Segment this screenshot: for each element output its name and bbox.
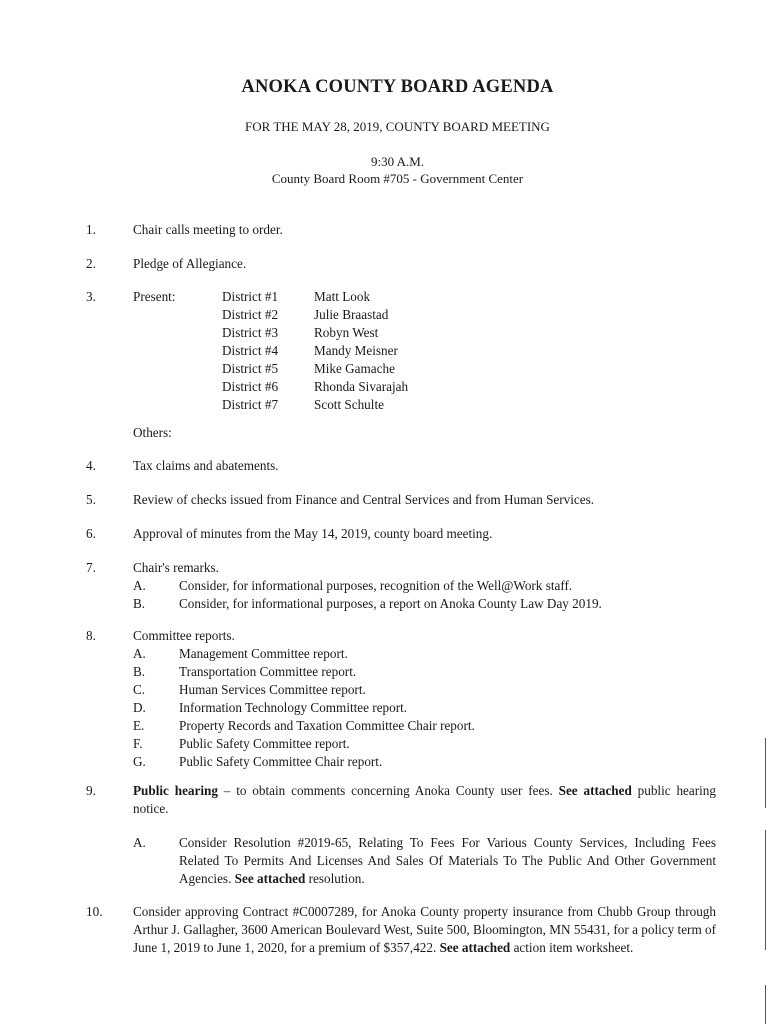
- public-hearing-tail: public hearing notice.: [133, 783, 716, 816]
- agenda-item-2: [86, 255, 716, 273]
- item-number: 6.: [86, 526, 96, 541]
- present-label: Present:: [133, 289, 176, 304]
- agenda-item-1: [86, 221, 716, 239]
- district-label: District #4: [222, 343, 279, 358]
- sub-item-text: Human Services Committee report.: [179, 682, 366, 697]
- scan-edge-mark: [765, 830, 766, 950]
- page-title: ANOKA COUNTY BOARD AGENDA: [241, 77, 554, 97]
- item-number: 3.: [86, 289, 96, 304]
- scan-edge-mark: [765, 985, 766, 1024]
- sub-item-letter: A.: [133, 835, 146, 850]
- see-attached-label: See attached: [234, 871, 306, 886]
- sub-item: [133, 834, 716, 888]
- sub-item-tail: resolution.: [305, 871, 365, 886]
- public-hearing-text: – to obtain comments concerning Anoka County user fees.: [217, 783, 559, 798]
- item-text: Tax claims and abatements.: [133, 458, 279, 473]
- item-text: [133, 782, 716, 818]
- item-text: Committee reports.: [133, 628, 235, 643]
- sub-item-letter: D.: [133, 700, 146, 715]
- sub-item-letter: B.: [133, 596, 146, 611]
- sub-item-text: Consider, for informational purposes, recognition of the Well@Work staff.: [179, 578, 573, 593]
- agenda-item-6: [86, 525, 716, 543]
- sub-item-letter: A.: [133, 646, 146, 661]
- commissioner-name: Scott Schulte: [314, 397, 384, 412]
- sub-item-text: Property Records and Taxation Committee Chair report.: [179, 718, 475, 733]
- district-label: District #2: [222, 307, 279, 322]
- agenda-item-9: [86, 782, 716, 888]
- agenda-item-10: [86, 903, 716, 957]
- item-number: 4.: [86, 458, 96, 473]
- district-label: District #5: [222, 361, 279, 376]
- agenda-item-4: [86, 457, 716, 475]
- district-label: District #3: [222, 325, 279, 340]
- sub-item-text: Consider, for informational purposes, a report on Anoka County Law Day 2019.: [179, 596, 602, 611]
- district-label: District #7: [222, 397, 279, 412]
- attendance-row: [222, 396, 522, 414]
- sub-item: [133, 753, 716, 771]
- item-text: [133, 903, 716, 957]
- meeting-time: 9:30 A.M.: [370, 154, 425, 169]
- item-number: 9.: [86, 783, 96, 798]
- commissioner-name: Matt Look: [314, 289, 371, 304]
- commissioner-name: Julie Braastad: [314, 307, 389, 322]
- attendance-row: [222, 360, 522, 378]
- sub-item-text: Consider Resolution #2019-65, Relating To Fees For Various County Services, Including Fees Related To Permits And Licenses And Sales Of Materials To The Public And Other Government Agencies.: [179, 835, 716, 886]
- district-label: District #6: [222, 379, 279, 394]
- sub-item-letter: G.: [133, 754, 146, 769]
- contract-text: Consider approving Contract #C0007289, for Anoka County property insurance from Chubb Group through Arthur J. Gallagher, 3600 American Boulevard West, Suite 500, Bloomington, MN 55431, for a policy term of June 1, 2019 to June 1, 2020, for a premium of $357,422.: [133, 904, 716, 955]
- sub-item-text: Management Committee report.: [179, 646, 348, 661]
- item-text: Review of checks issued from Finance and Central Services and from Human Services.: [133, 492, 595, 507]
- item-text: Chair calls meeting to order.: [133, 222, 283, 237]
- commissioner-name: Mandy Meisner: [314, 343, 398, 358]
- sub-item-text: Public Safety Committee report.: [179, 736, 350, 751]
- agenda-item-8: [86, 627, 716, 771]
- sub-item: [133, 663, 716, 681]
- sub-item-letter: B.: [133, 664, 146, 679]
- see-attached-label: See attached: [558, 783, 632, 798]
- attendance-row: [222, 306, 522, 324]
- meeting-date: FOR THE MAY 28, 2019, COUNTY BOARD MEETING: [245, 119, 550, 134]
- item-text: Chair's remarks.: [133, 560, 219, 575]
- item-number: 1.: [86, 222, 96, 237]
- sub-item: [133, 699, 716, 717]
- see-attached-label: See attached: [439, 940, 511, 955]
- sub-item: [133, 645, 716, 663]
- attendance-row: [222, 288, 522, 306]
- attendance-row: [222, 342, 522, 360]
- sub-item: [133, 735, 716, 753]
- commissioner-name: Mike Gamache: [314, 361, 395, 376]
- commissioner-name: Rhonda Sivarajah: [314, 379, 409, 394]
- attendance-row: [222, 324, 522, 342]
- others-row: [86, 424, 716, 442]
- sub-item-letter: F.: [133, 736, 143, 751]
- sub-item-text: Transportation Committee report.: [179, 664, 357, 679]
- item-text: Approval of minutes from the May 14, 2019, county board meeting.: [133, 526, 493, 541]
- item-number: 7.: [86, 560, 96, 575]
- public-hearing-label: Public hearing: [133, 783, 218, 798]
- sub-item-text: Public Safety Committee Chair report.: [179, 754, 383, 769]
- commissioner-name: Robyn West: [314, 325, 379, 340]
- meeting-location: County Board Room #705 - Government Center: [271, 171, 524, 186]
- sub-item-letter: E.: [133, 718, 145, 733]
- sub-item: [133, 681, 716, 699]
- sub-item: [133, 717, 716, 735]
- attendance-table: [222, 288, 522, 414]
- agenda-item-5: [86, 491, 716, 509]
- item-text: Pledge of Allegiance.: [133, 256, 247, 271]
- item-number: 5.: [86, 492, 96, 507]
- sub-item-letter: A.: [133, 578, 146, 593]
- item-number: 10.: [86, 904, 103, 919]
- sub-item: [133, 577, 716, 595]
- agenda-item-7: [86, 559, 716, 613]
- contract-tail: action item worksheet.: [510, 940, 634, 955]
- attendance-row: [222, 378, 522, 396]
- sub-item-letter: C.: [133, 682, 146, 697]
- sub-item: [133, 595, 716, 613]
- scan-edge-mark: [765, 738, 766, 808]
- sub-item-text: Information Technology Committee report.: [179, 700, 408, 715]
- district-label: District #1: [222, 289, 279, 304]
- item-number: 8.: [86, 628, 96, 643]
- others-label: Others:: [133, 425, 172, 440]
- item-number: 2.: [86, 256, 96, 271]
